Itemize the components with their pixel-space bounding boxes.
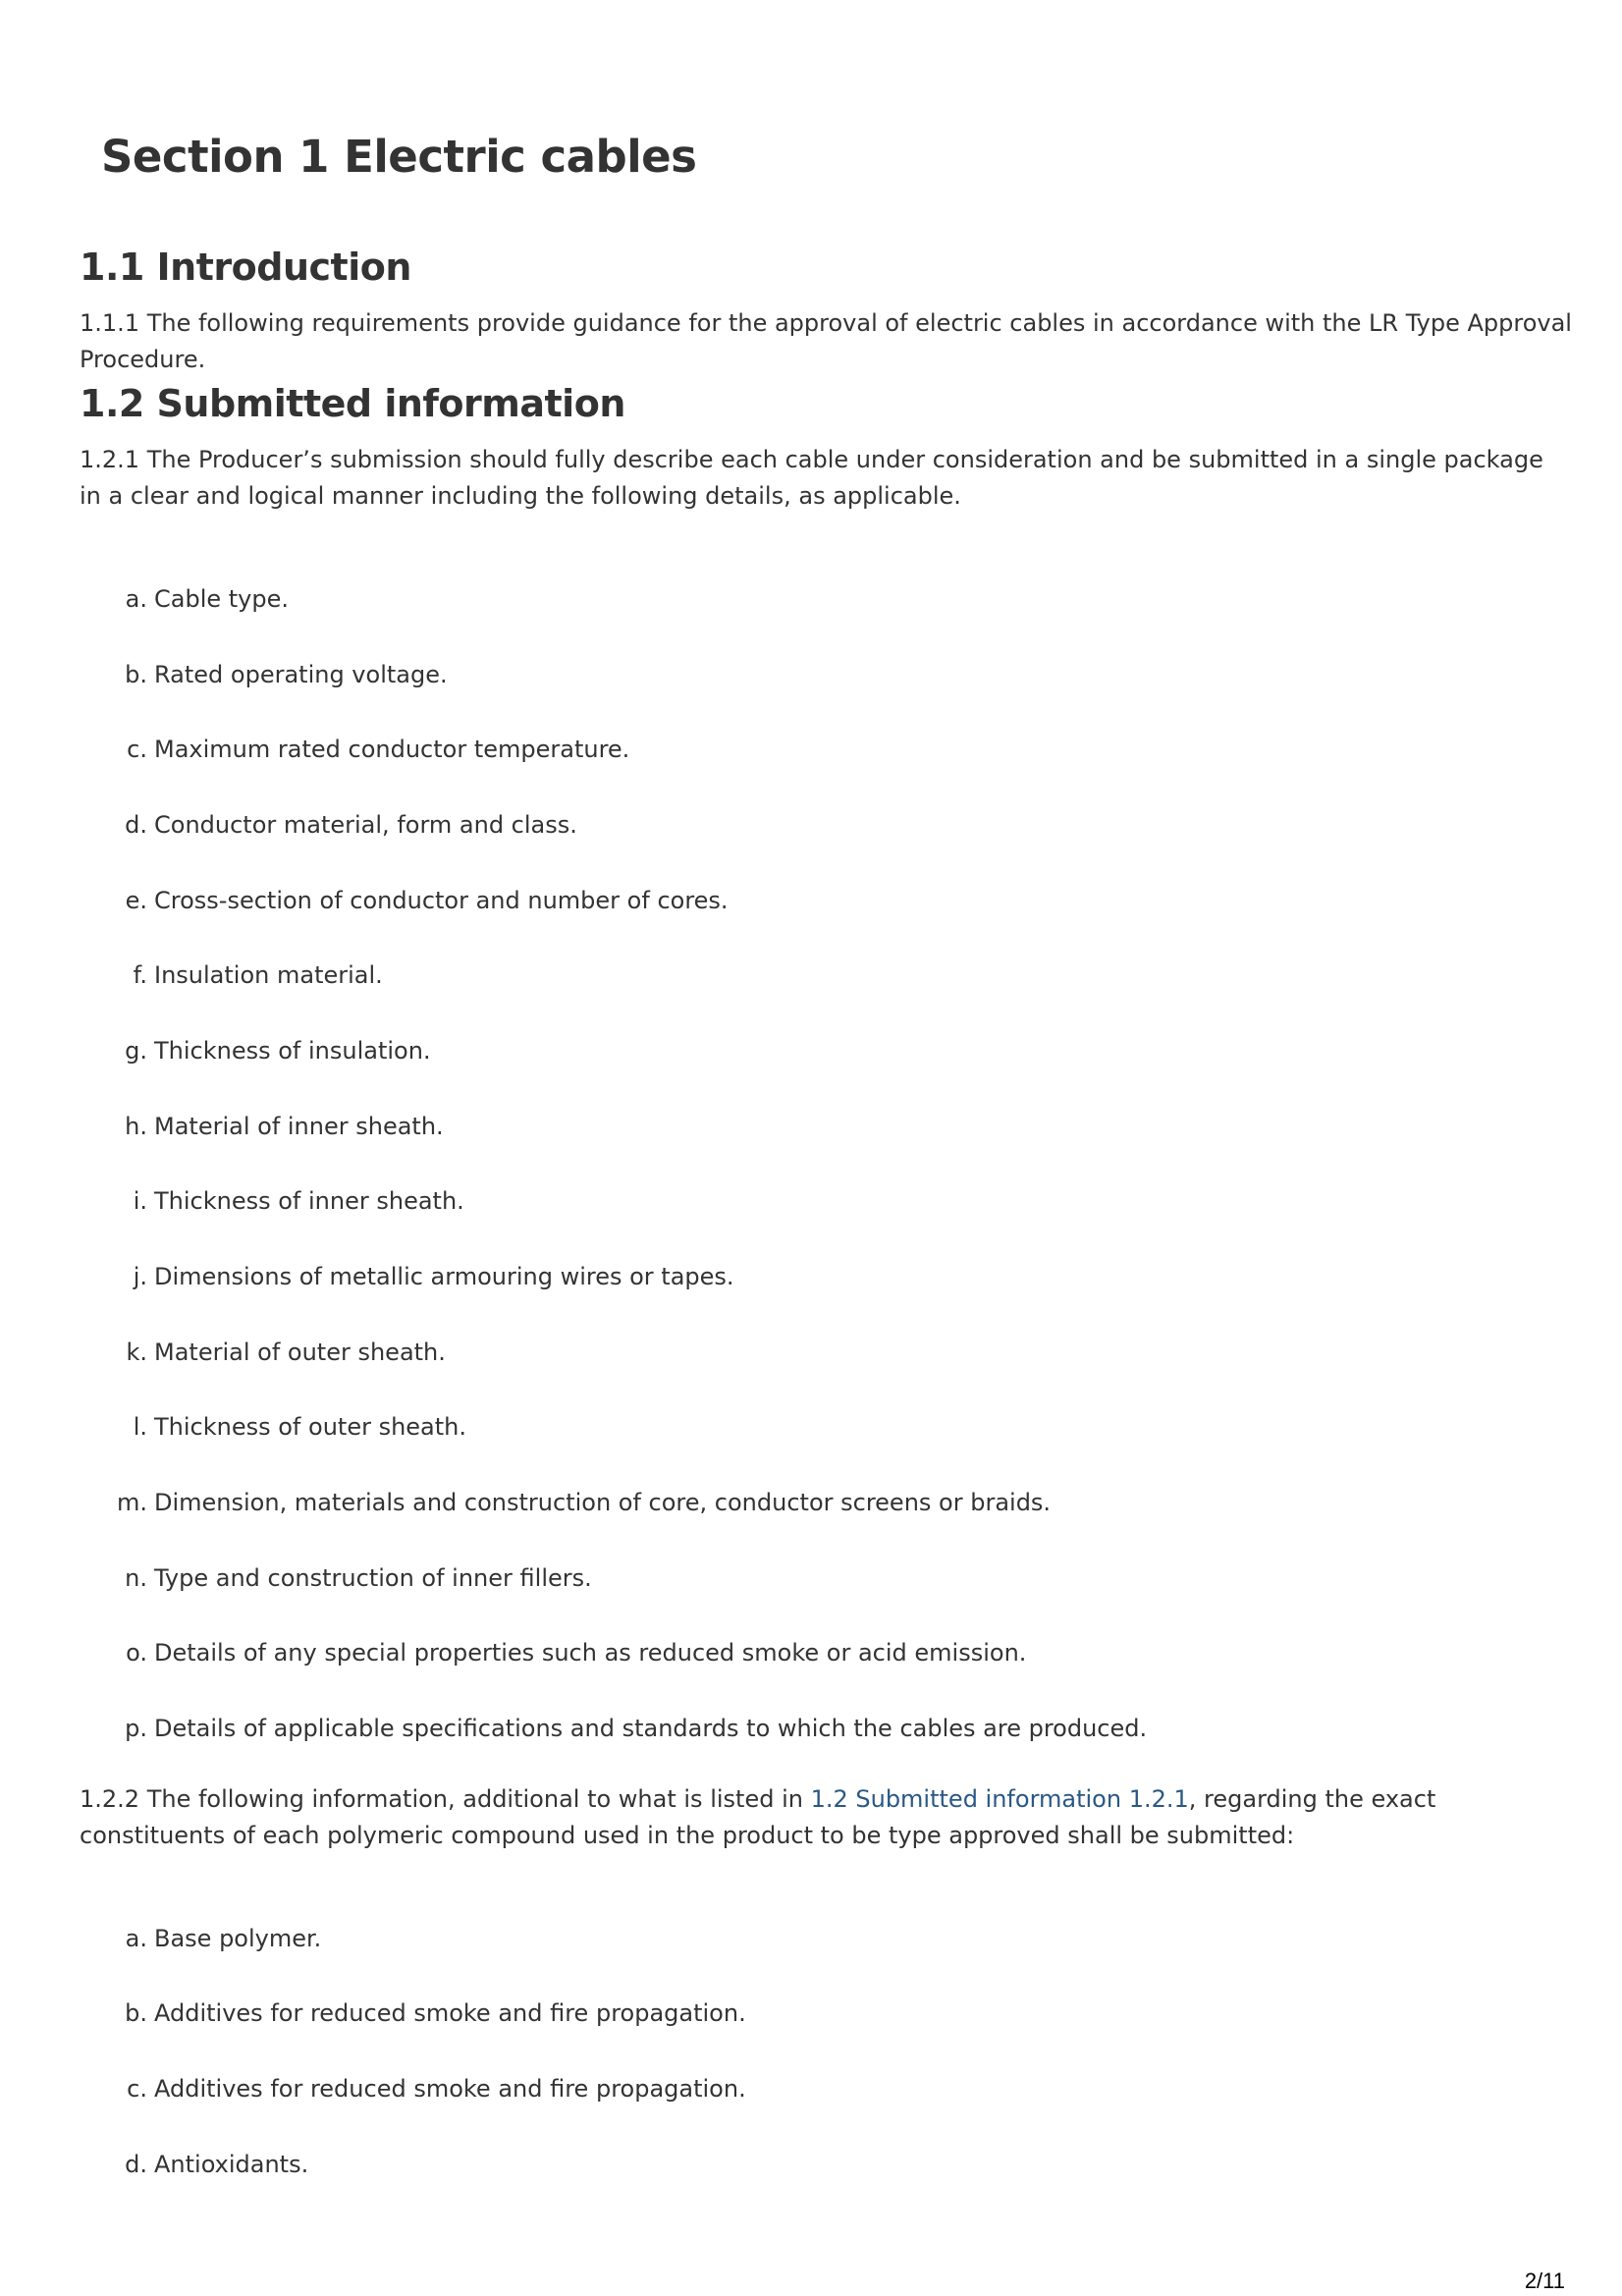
paragraph-1-2-2 [80,1781,1572,1854]
list-item-text: Conductor material, form and class. [154,811,577,839]
paragraph-1-2-1: 1.2.1 The Producer’s submission should fully describe each cable under consideration and be submitted in a single package in a clear and logical manner including the following details, as applicable. [80,446,1543,510]
list-item-text: Details of applicable specifications and standards to which the cables are produced. [154,1715,1148,1742]
list-marker: l. [133,1413,147,1441]
list-item-text: Insulation material. [154,961,383,989]
list-item-text: Dimension, materials and construction of core, conductor screens or braids. [154,1489,1052,1516]
submitted-information-heading: 1.2 Submitted information [80,382,625,425]
list-item-text: Additives for reduced smoke and fire propagation. [154,2075,746,2103]
list-marker: n. [125,1564,147,1592]
list-item-text: Maximum rated conductor temperature. [154,736,630,763]
list-item-text: Additives for reduced smoke and fire propagation. [154,1999,746,2027]
paragraph-1-2-2-text-end: , regarding the exact constituents of each polymeric compound used in the product to be type approved shall be submitted: [80,1785,1436,1849]
section-title: Section 1 Electric cables [101,131,697,183]
list-marker: p. [125,1715,147,1742]
list-marker: i. [133,1187,147,1215]
list-item-text: Material of outer sheath. [154,1339,446,1366]
list-item-text: Dimensions of metallic armouring wires or tapes. [154,1263,734,1290]
list-item-text: Details of any special properties such as reduced smoke or acid emission. [154,1639,1027,1667]
list-marker: d. [125,2151,147,2178]
list-marker: m. [116,1489,147,1516]
list-item-text: Rated operating voltage. [154,661,448,688]
list-marker: e. [125,887,147,914]
list-marker: o. [126,1639,147,1667]
list-marker: k. [126,1339,147,1366]
page-number: 2/11 [1524,2269,1565,2293]
list-item-text: Cable type. [154,585,290,613]
list-item-text: Thickness of insulation. [154,1037,431,1065]
list-item-text: Thickness of outer sheath. [154,1413,467,1441]
list-marker: h. [125,1113,147,1140]
list-item-text: Base polymer. [154,1925,322,1952]
introduction-heading: 1.1 Introduction [80,246,411,289]
list-marker: a. [125,1925,147,1952]
list-item-text: Antioxidants. [154,2151,309,2178]
list-marker: b. [125,661,147,688]
list-marker: b. [125,1999,147,2027]
list-item-text: Material of inner sheath. [154,1113,444,1140]
list-marker: f. [133,961,147,989]
list-marker: c. [127,2075,147,2103]
list-marker: d. [125,811,147,839]
list-item-text: Cross-section of conductor and number of cores. [154,887,729,914]
list-marker: j. [133,1263,147,1290]
submitted-information-1-2-1-link[interactable]: 1.2 Submitted information 1.2.1 [810,1785,1189,1813]
list-item-text: Thickness of inner sheath. [154,1187,464,1215]
list-item-text: Type and construction of inner fillers. [154,1564,592,1592]
list-marker: c. [127,736,147,763]
list-marker: a. [125,585,147,613]
paragraph-1-2-2-text-start: 1.2.2 The following information, additional to what is listed in [80,1785,811,1813]
list-marker: g. [125,1037,147,1065]
paragraph-1-1-1: 1.1.1 The following requirements provide guidance for the approval of electric cables in accordance with the LR Type Approval Procedure. [80,309,1572,373]
